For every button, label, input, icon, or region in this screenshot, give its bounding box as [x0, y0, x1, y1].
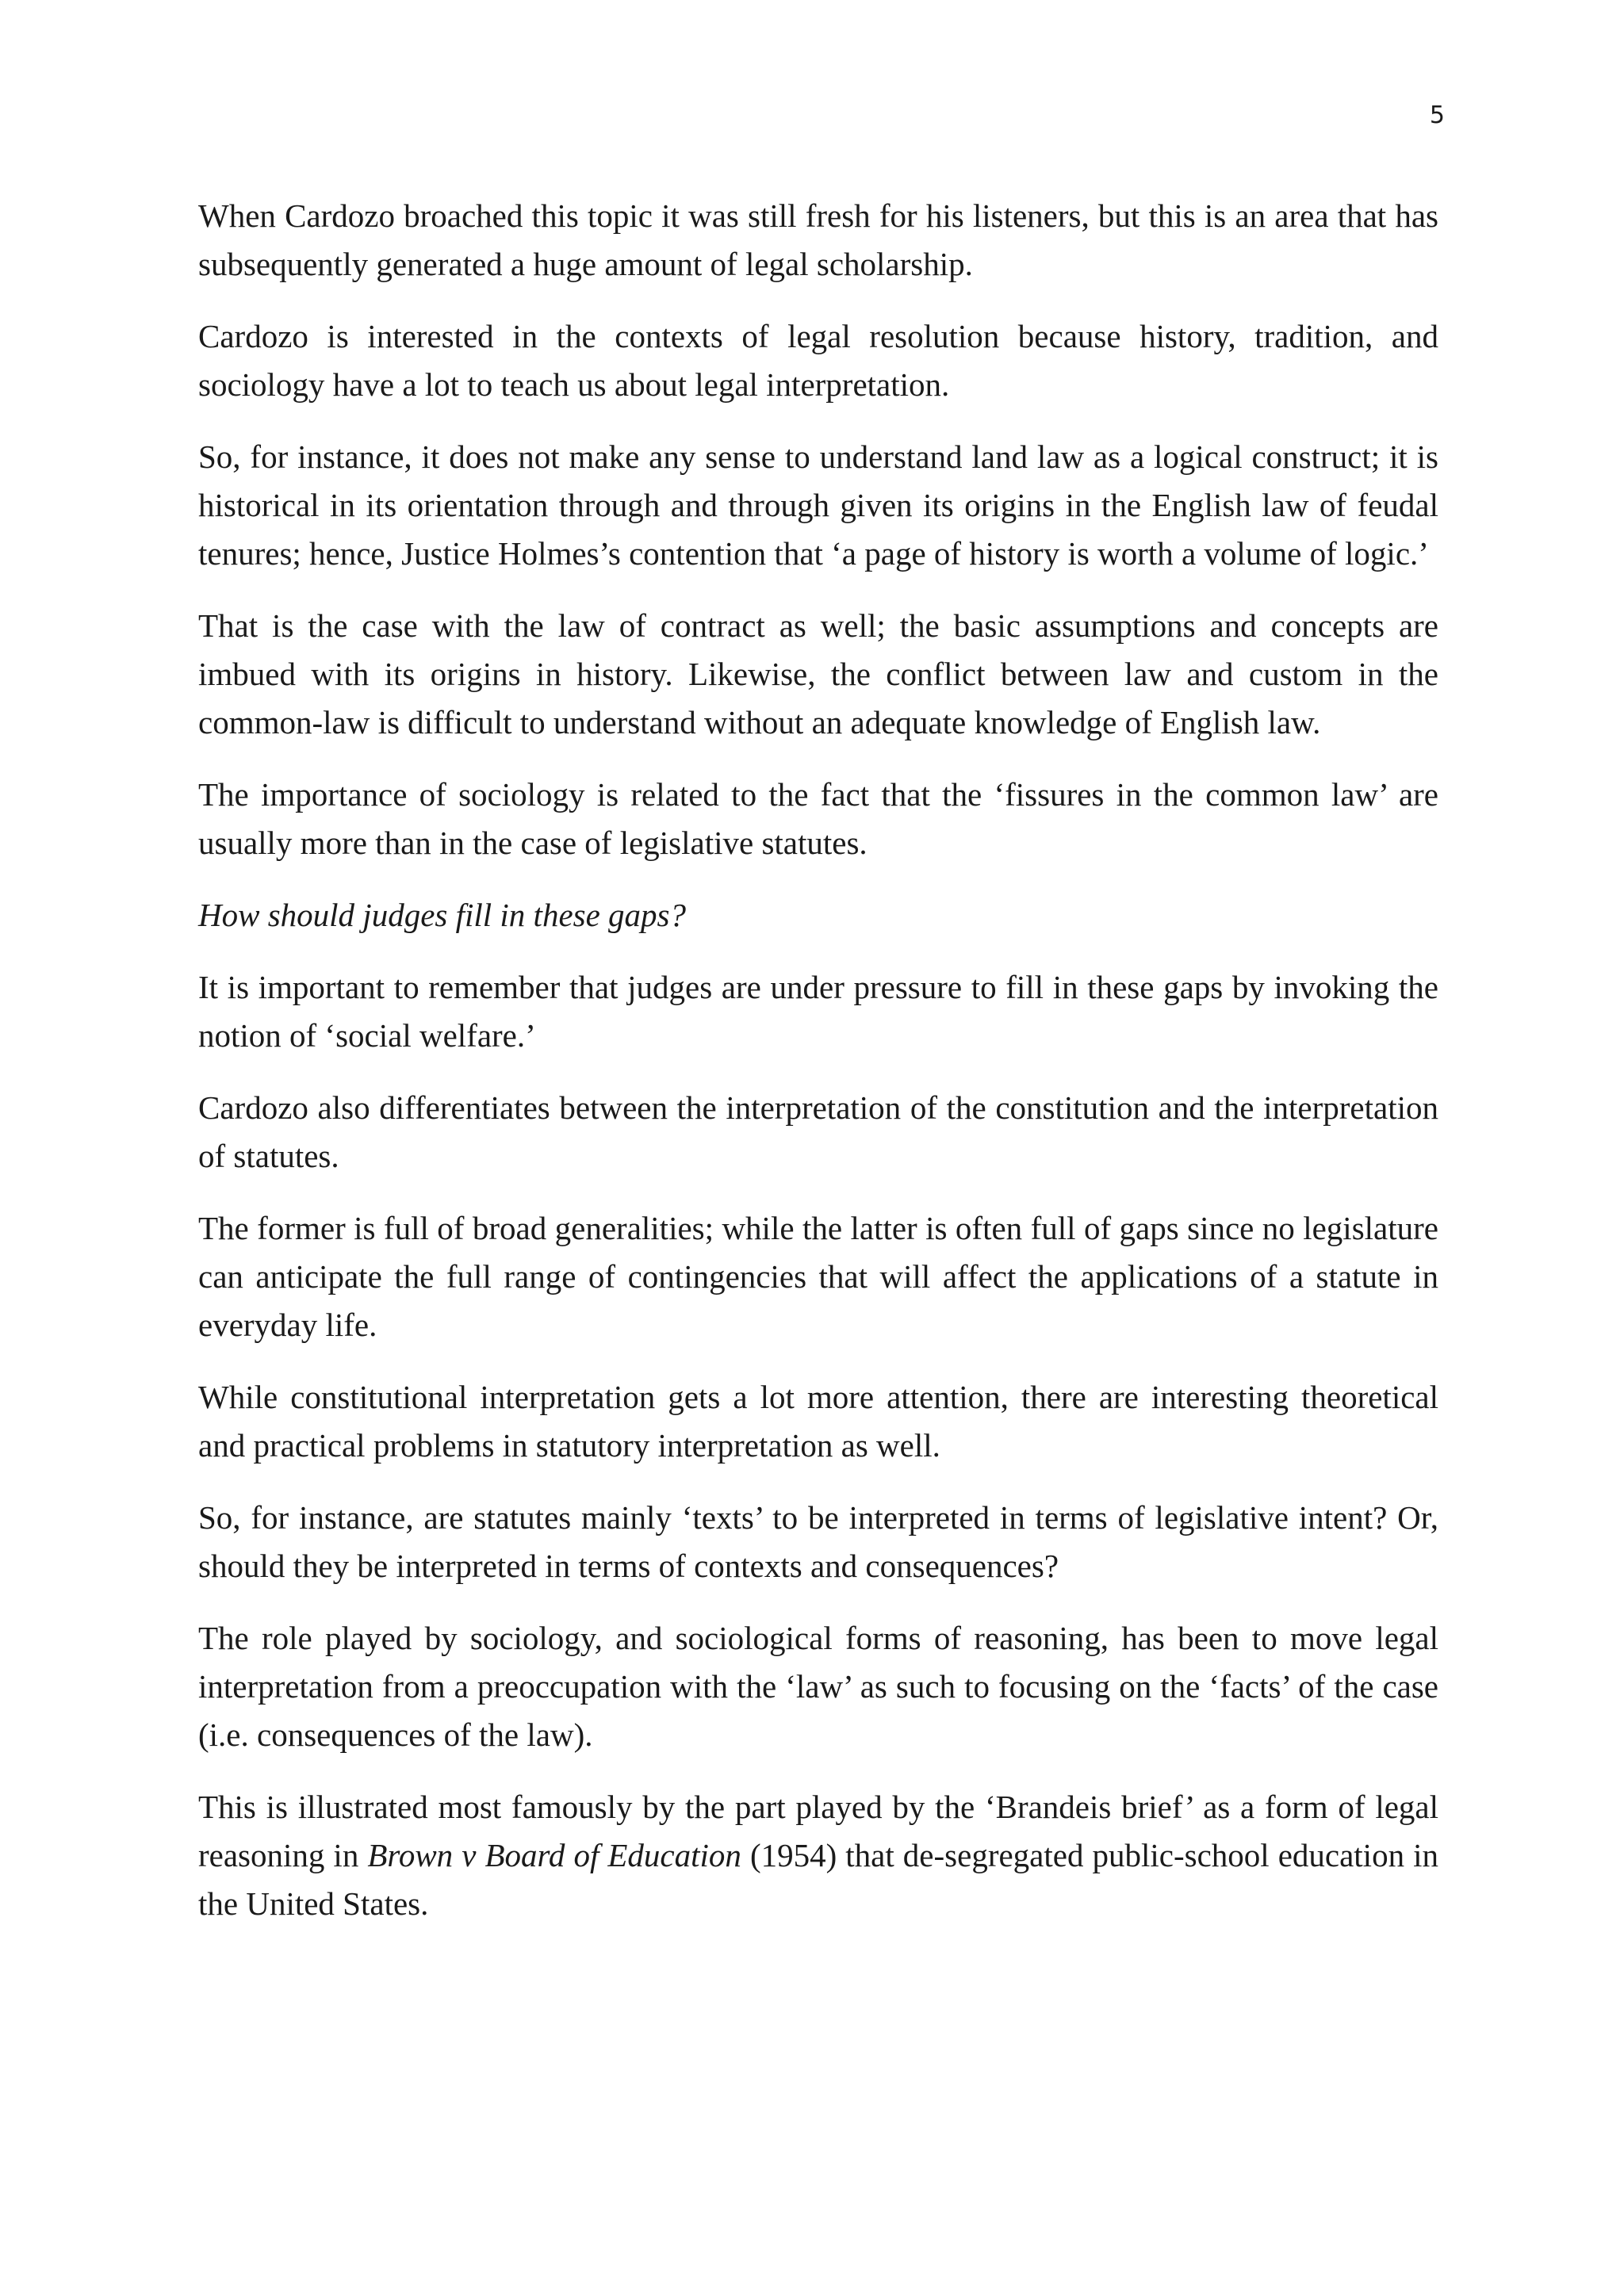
- paragraph-10: While constitutional interpretation gets a lot more attention, there are interesting theoretical and practical problems in statutory interpretation as well.: [198, 1379, 1438, 1464]
- paragraph-9: The former is full of broad generalities; while the latter is often full of gaps since no legislature can anticipate the full range of contingencies that will affect the applications of a statute in everyday life.: [198, 1210, 1438, 1343]
- paragraph-3: So, for instance, it does not make any sense to understand land law as a logical construct; it is historical in its orientation through and through given its origins in the English law of feudal tenures; hence, Justice Holmes’s contention that ‘a page of history is worth a volume of logic.’: [198, 438, 1438, 572]
- paragraph-8: Cardozo also differentiates between the interpretation of the constitution and the interpretation of statutes.: [198, 1089, 1438, 1174]
- paragraph-13-text-before: This is illustrated most famously by the part played by the ‘Brandeis brief’ as a form of legal reasoning in: [198, 1789, 1438, 1873]
- paragraph-2: Cardozo is interested in the contexts of legal resolution because history, tradition, and sociology have a lot to teach us about legal interpretation.: [198, 318, 1438, 403]
- paragraph-4: That is the case with the law of contract as well; the basic assumptions and concepts are imbued with its origins in history. Likewise, the conflict between law and custom in the common-law is difficult to understand without an adequate knowledge of English law.: [198, 607, 1438, 740]
- page-number: 5: [1429, 101, 1445, 129]
- paragraph-12: The role played by sociology, and sociological forms of reasoning, has been to move legal interpretation from a preoccupation with the ‘law’ as such to focusing on the ‘facts’ of the case (i.e. consequences of the law).: [198, 1620, 1438, 1753]
- body-text: [198, 192, 1438, 1952]
- case-name: Brown v Board of Education: [367, 1837, 741, 1873]
- paragraph-13-text-after: (1954) that de-segregated public-school education in the United States.: [198, 1837, 1438, 1922]
- paragraph-5: The importance of sociology is related to the fact that the ‘fissures in the common law’ are usually more than in the case of legislative statutes.: [198, 776, 1438, 861]
- paragraph-11: So, for instance, are statutes mainly ‘texts’ to be interpreted in terms of legislative intent? Or, should they be interpreted in terms of contexts and consequences?: [198, 1499, 1438, 1584]
- paragraph-7: It is important to remember that judges are under pressure to fill in these gaps by invoking the notion of ‘social welfare.’: [198, 969, 1438, 1054]
- question-subheading: How should judges fill in these gaps?: [198, 897, 686, 933]
- paragraph-13: [198, 1783, 1438, 1928]
- paragraph-1: When Cardozo broached this topic it was still fresh for his listeners, but this is an area that has subsequently generated a huge amount of legal scholarship.: [198, 197, 1438, 282]
